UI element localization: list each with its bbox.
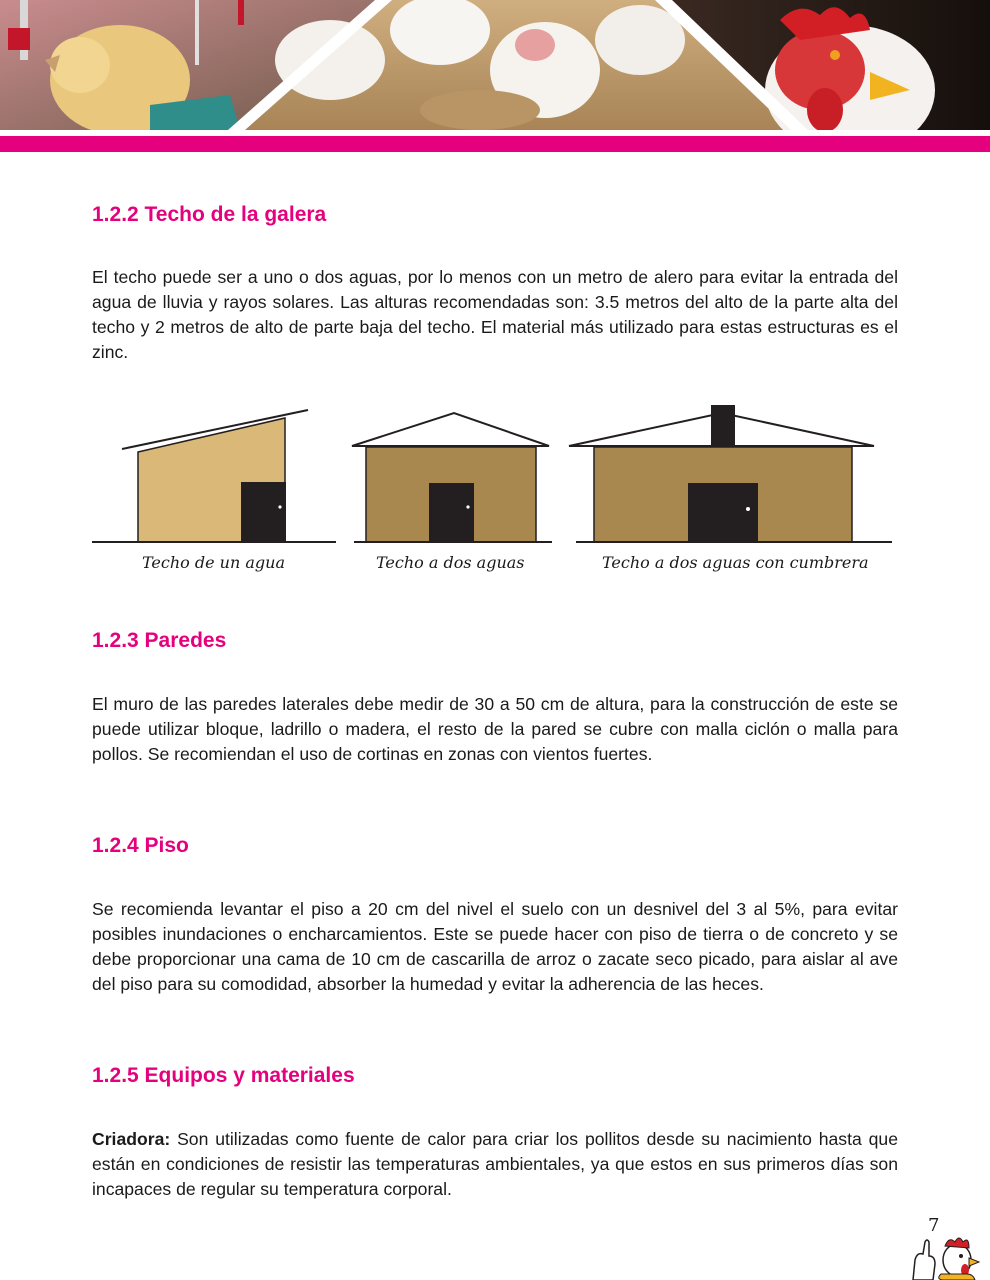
roof-types-diagram [92,405,892,550]
door [688,483,758,542]
house-single-pitch [92,410,336,542]
ridge-vent [711,405,735,447]
section-body-piso: Se recomienda levantar el piso a 20 cm del nivel el suelo con un desnivel del 3 al 5%, para evitar posibles inundaciones o encharcamientos. Este se puede hacer con piso de tierra o de concreto y se debe proporcionar una cama de 10 cm de cascarilla de arroz o zacate seco picado, para aislar al ave del piso para su comodidad, absorber la humedad y evitar la adherencia de las heces. [92,899,898,994]
section-body-paredes: El muro de las paredes laterales debe medir de 30 a 50 cm de altura, para la construcción de este se puede utilizar bloque, ladrillo o madera, el resto de la pared se cubre con malla ciclón o malla para pollos. Se recomiendan el uso de cortinas en zonas con vientos fuertes. [92,694,898,764]
rooster-mascot-icon [905,1230,985,1280]
criadora-description: Son utilizadas como fuente de calor para criar los pollitos desde su nacimiento hasta que están en condiciones de resistir las temperaturas ambientales, ya que estos en sus primeros días son incapaces de regular su temperatura corporal. [92,1129,898,1199]
door [429,483,474,542]
header-accent-bar [0,136,990,152]
term-criadora: Criadora: [92,1129,171,1149]
header-banner [0,0,990,152]
roof-types-figure [92,405,892,580]
caption-single-pitch: Techo de un agua [142,553,285,572]
caption-gable: Techo a dos aguas [376,553,525,572]
section-title-equipos: 1.2.5 Equipos y materiales [92,1064,355,1087]
header-photo-collage [0,0,990,140]
house-gable [352,413,552,542]
section-title-piso: 1.2.4 Piso [92,834,189,857]
section-title-techo: 1.2.2 Techo de la galera [92,203,327,226]
caption-gable-ridge: Techo a dos aguas con cumbrera [602,553,869,572]
page-number: 7 [928,1215,940,1236]
section-body-techo: El techo puede ser a uno o dos aguas, por lo menos con un metro de alero para evitar la entrada del agua de lluvia y rayos solares. Las alturas recomendadas son: 3.5 metros del alto de la parte alta del techo y 2 metros de alto de parte baja del techo. El material más utilizado para estas estructuras es el zinc. [92,267,898,362]
section-body-equipos [92,1127,898,1202]
section-title-paredes: 1.2.3 Paredes [92,629,227,652]
house-gable-ridge-vent [569,405,892,542]
door [241,482,286,542]
